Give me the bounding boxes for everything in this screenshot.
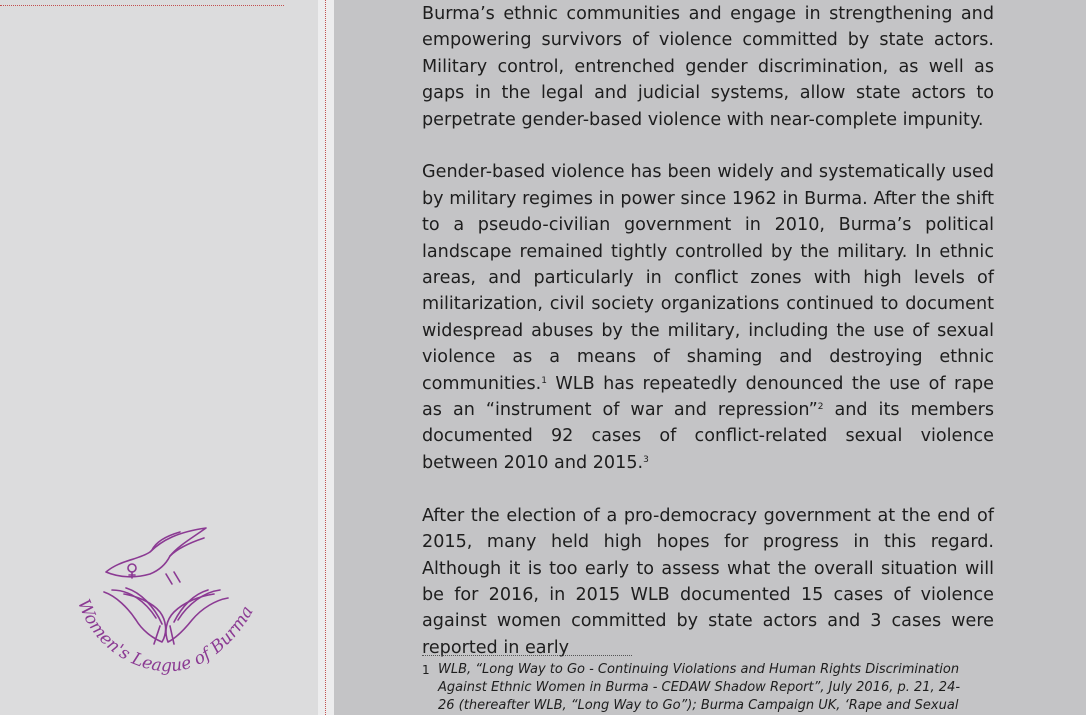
dove-icon <box>106 528 206 577</box>
logo-text: Women's League of Burma <box>73 596 258 677</box>
top-dotted-rule <box>0 5 284 6</box>
paragraph-2 <box>422 159 994 476</box>
sidebar-panel <box>0 0 318 715</box>
paragraph-2-part-c: and its members documented 92 cases of conflict-related sexual violence between 2010 and 2015. <box>422 400 995 473</box>
sidebar-gutter <box>318 0 334 715</box>
paragraph-1: Burma’s ethnic communities and engage in strengthening and empowering survivors of violence committed by state actors. Military control, entrenched gender discrimination, as well as gaps in the legal and judicial systems, allow state actors to perpetrate gender-based violence with near-complete impunity. <box>422 4 994 130</box>
paragraph-2-part-a: Gender-based violence has been widely and systematically used by military regimes in power since 1962 in Burma. After the shift to a pseudo-civilian government in 2010, Burma’s political landscape remained tightly controlled by the military. In ethnic areas, and particularly in conflict zones with high levels of militarization, civil society organizations continued to document widespread abuses by the military, including the use of sexual violence as a means of shaming and destroying ethnic communities. <box>422 162 994 394</box>
footnote-ref-1: 1 <box>541 375 548 386</box>
footnote-number: 1 <box>422 663 430 677</box>
female-symbol-icon <box>128 564 136 572</box>
wlb-logo <box>70 520 270 690</box>
footnote-ref-2: 2 <box>817 402 824 413</box>
footnote-rule <box>422 655 632 656</box>
paragraph-2-part-b: WLB has repeatedly denounced the use of rape as an “instrument of war and repression” <box>422 373 994 421</box>
footnote-text: WLB, “Long Way to Go - Continuing Violations and Human Rights Discrimination Against Ethnic Women in Burma - CEDAW Shadow Report”, July 2016, p. 21, 24-26 (thereafter WLB, “Long Way to Go”); Burma Campaign UK, ‘Rape and Sexual <box>438 662 961 713</box>
footnote-ref-3: 3 <box>643 454 649 465</box>
paragraph-3: After the election of a pro-democracy government at the end of 2015, many held high hopes for progress in this regard. Although it is too early to assess what the overall situation will be for 2016, in 2015 WLB documented 15 cases of violence against women committed by state actors and 3 cases were reported in early <box>422 505 994 658</box>
vertical-dotted-rule <box>325 0 326 715</box>
footnote <box>422 661 994 715</box>
body-text <box>422 1 994 688</box>
